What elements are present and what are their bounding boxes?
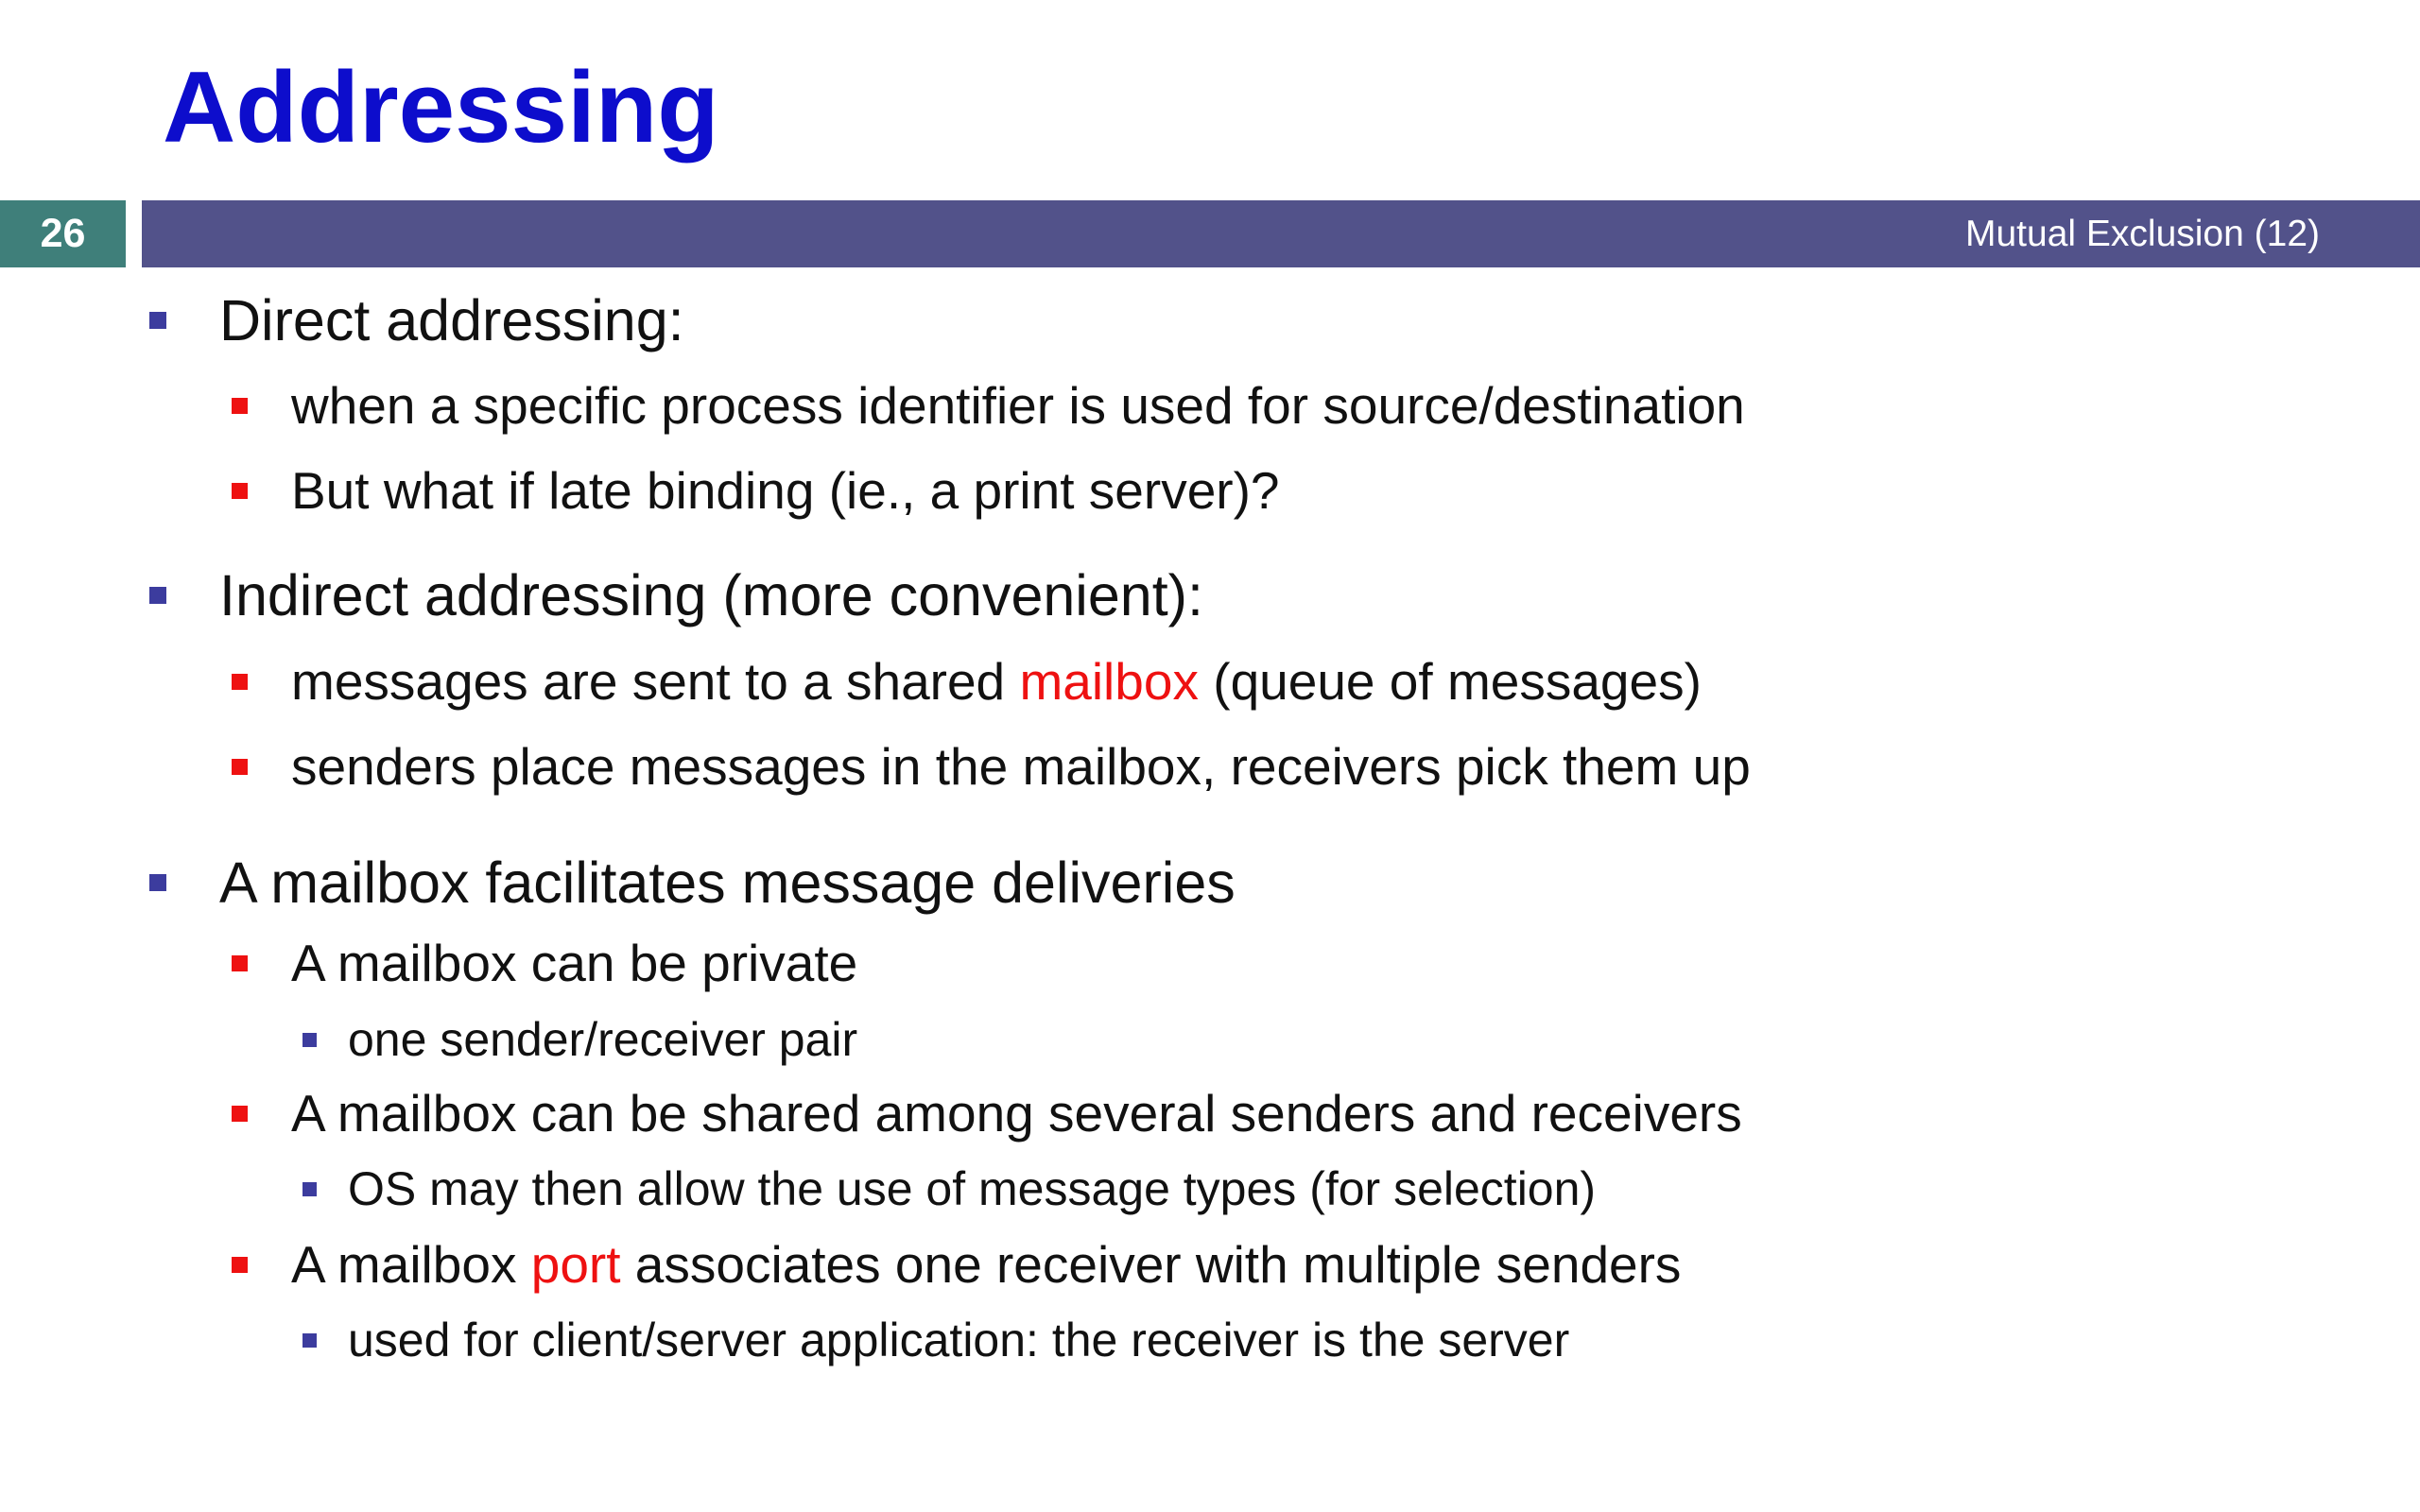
sub-sub-bullet-message-types bbox=[302, 1161, 1596, 1216]
text-segment: messages are sent to a shared bbox=[291, 652, 1020, 711]
square-bullet-icon bbox=[232, 674, 248, 690]
square-bullet-icon bbox=[302, 1033, 317, 1047]
bullet-text: OS may then allow the use of message types (for selection) bbox=[348, 1162, 1597, 1215]
bullet-text bbox=[291, 651, 1702, 712]
square-bullet-icon bbox=[149, 587, 166, 604]
square-bullet-icon bbox=[232, 759, 248, 775]
highlight-port: port bbox=[530, 1235, 621, 1294]
square-bullet-icon bbox=[232, 1106, 248, 1122]
square-bullet-icon bbox=[232, 398, 248, 414]
bullet-indirect-addressing bbox=[149, 562, 1203, 628]
sub-bullet-senders-place bbox=[232, 736, 1751, 797]
section-label: Mutual Exclusion (12) bbox=[1965, 214, 2320, 254]
bullet-text: used for client/server application: the receiver is the server bbox=[348, 1314, 1570, 1366]
bullet-text: senders place messages in the mailbox, receivers pick them up bbox=[291, 737, 1751, 796]
square-bullet-icon bbox=[232, 955, 248, 971]
bullet-text: when a specific process identifier is used for source/destination bbox=[291, 376, 1745, 435]
sub-bullet-specific-identifier bbox=[232, 375, 1745, 436]
bullet-text: But what if late binding (ie., a print server)? bbox=[291, 461, 1280, 520]
bullet-text: A mailbox can be shared among several senders and receivers bbox=[291, 1084, 1742, 1143]
square-bullet-icon bbox=[149, 874, 166, 891]
bullet-mailbox-facilitates bbox=[149, 850, 1236, 916]
page-number-badge: 26 bbox=[0, 200, 126, 267]
bullet-text: Indirect addressing (more convenient): bbox=[219, 563, 1203, 627]
text-segment: (queue of messages) bbox=[1198, 652, 1702, 711]
sub-bullet-shared-mailbox bbox=[232, 651, 1702, 712]
bullet-text bbox=[291, 1234, 1681, 1295]
sub-bullet-mailbox-private bbox=[232, 933, 857, 993]
square-bullet-icon bbox=[232, 483, 248, 499]
bullet-text: Direct addressing: bbox=[219, 288, 684, 352]
sub-bullet-mailbox-shared bbox=[232, 1083, 1742, 1143]
bullet-direct-addressing bbox=[149, 287, 684, 353]
square-bullet-icon bbox=[302, 1333, 317, 1348]
square-bullet-icon bbox=[232, 1257, 248, 1273]
text-segment: A mailbox bbox=[291, 1235, 531, 1294]
bullet-text: A mailbox facilitates message deliveries bbox=[219, 850, 1236, 915]
text-segment: associates one receiver with multiple senders bbox=[620, 1235, 1682, 1294]
square-bullet-icon bbox=[149, 312, 166, 329]
slide-title: Addressing bbox=[163, 50, 719, 163]
sub-bullet-mailbox-port bbox=[232, 1234, 1681, 1295]
sub-bullet-late-binding bbox=[232, 460, 1280, 521]
bullet-text: one sender/receiver pair bbox=[348, 1013, 858, 1066]
highlight-mailbox: mailbox bbox=[1019, 652, 1199, 711]
square-bullet-icon bbox=[302, 1182, 317, 1196]
bullet-text: A mailbox can be private bbox=[291, 934, 858, 992]
sub-sub-bullet-sender-receiver-pair bbox=[302, 1012, 857, 1067]
sub-sub-bullet-client-server bbox=[302, 1313, 1569, 1367]
